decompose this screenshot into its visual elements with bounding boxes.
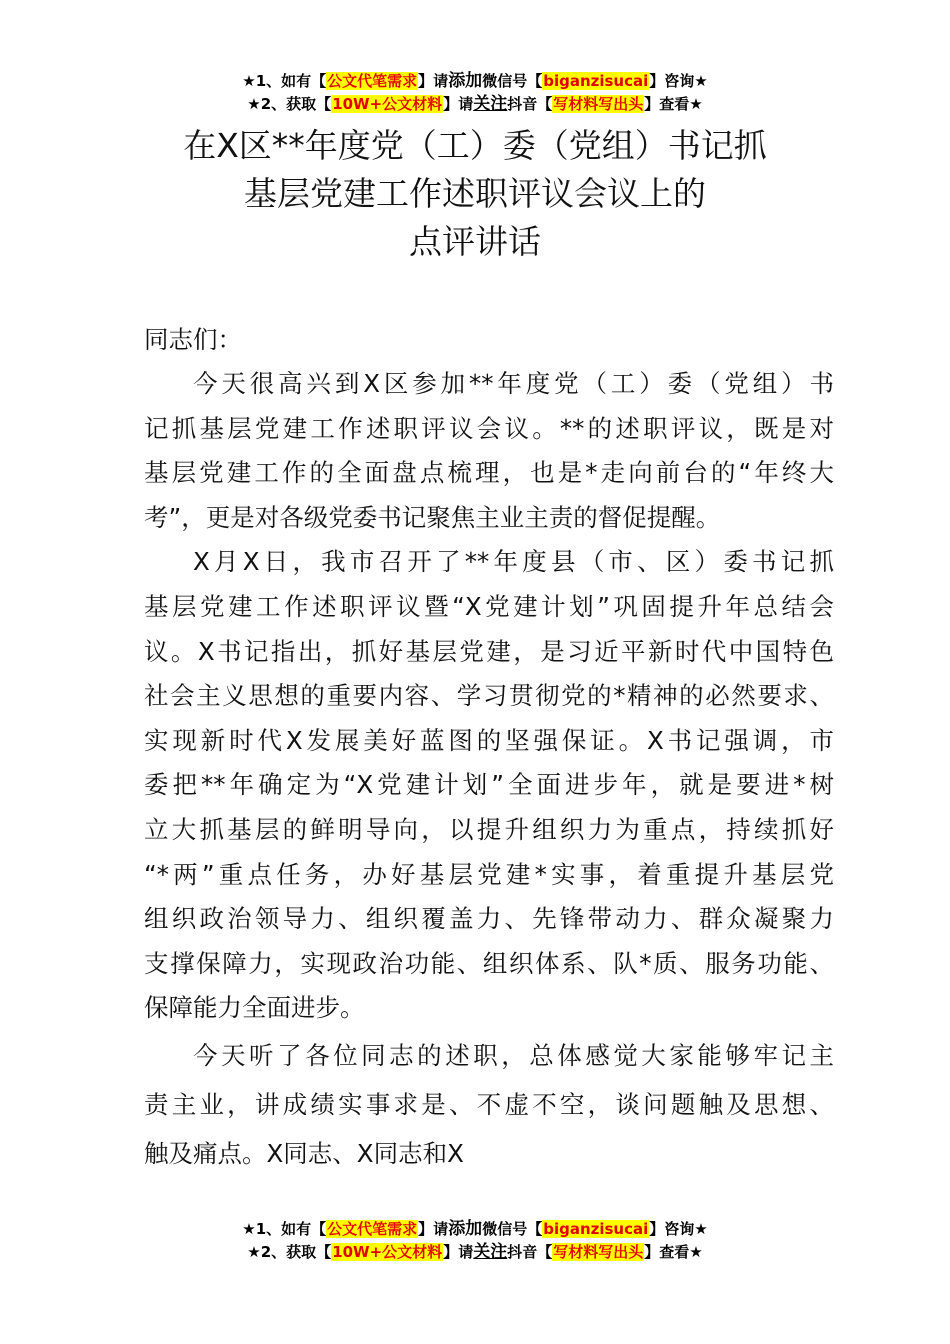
text-line: 触及痛点。X同志、X同志和X	[144, 1138, 464, 1168]
banner-highlight: biganzisucai	[543, 1220, 649, 1238]
banner-highlight: 写材料写出头	[553, 95, 644, 113]
text-line: 实现新时代X发展美好蓝图的坚强保证。X书记强调，市	[144, 725, 834, 755]
banner-line-1	[0, 70, 950, 93]
text-line: 委把**年确定为“X党建计划”全面进步年，就是要进*树	[144, 770, 834, 800]
title-line: 点评讲话	[409, 222, 541, 261]
banner-line-2	[0, 1241, 950, 1264]
text-line: 保障能力全面进步。	[144, 993, 365, 1023]
banner-text: 】查看★	[644, 95, 703, 113]
banner-text: ★1、如有【	[242, 1220, 327, 1238]
banner-text: 】查看★	[644, 1243, 703, 1261]
banner-emphasis: 关注	[473, 94, 508, 114]
banner-text: 】请	[418, 72, 449, 90]
text-line: X月X日，我市召开了**年度县（市、区）委书记抓	[193, 547, 834, 577]
text-line: 责主业，讲成绩实事求是、不虚不空，谈问题触及思想、	[144, 1089, 834, 1119]
banner-highlight: biganzisucai	[543, 72, 649, 90]
text-line: “*两”重点任务，办好基层党建*实事，着重提升基层党	[144, 859, 834, 889]
banner-highlight: 公文代笔需求	[327, 72, 418, 90]
banner-line-1	[0, 1218, 950, 1241]
banner-emphasis: 关注	[473, 1242, 508, 1262]
banner-emphasis: 添加	[448, 71, 483, 91]
banner-text: 】请	[443, 1243, 474, 1261]
text-line: 基层党建工作述职评议暨“X党建计划”巩固提升年总结会	[144, 591, 834, 621]
banner-text: 】咨询★	[649, 1220, 708, 1238]
banner-text: 抖音【	[507, 95, 553, 113]
banner-highlight: 10W+公文材料	[332, 95, 443, 113]
paragraph-2	[144, 540, 834, 1031]
banner-highlight: 10W+公文材料	[332, 1243, 443, 1261]
text-line: 社会主义思想的重要内容、学习贯彻党的*精神的必然要求、	[144, 681, 834, 711]
title-line: 基层党建工作述职评议会议上的	[244, 174, 706, 213]
banner-text: 微信号【	[482, 1220, 543, 1238]
banner-text: 】请	[443, 95, 474, 113]
banner-text: 】请	[418, 1220, 449, 1238]
text-line: 今天很高兴到X区参加**年度党（工）委（党组）书	[193, 369, 834, 398]
banner-text: ★2、获取【	[247, 95, 332, 113]
banner-text: 微信号【	[482, 72, 543, 90]
top-banner	[0, 70, 950, 116]
banner-text: ★2、获取【	[247, 1243, 332, 1261]
text-line: 支撑保障力，实现政治功能、组织体系、队*质、服务功能、	[144, 948, 834, 978]
text-line: 立大抓基层的鲜明导向，以提升组织力为重点，持续抓好	[144, 814, 834, 844]
text-line: 基层党建工作的全面盘点梳理，也是*走向前台的“年终大	[144, 458, 834, 488]
paragraph-1	[144, 362, 834, 540]
title-line: 在X区**年度党（工）委（党组）书记抓	[183, 126, 767, 165]
text-line: 今天听了各位同志的述职，总体感觉大家能够牢记主	[193, 1040, 834, 1070]
salutation: 同志们：	[144, 325, 242, 354]
bottom-banner	[0, 1218, 950, 1264]
text-line: 记抓基层党建工作述职评议会议。**的述职评议，既是对	[144, 413, 834, 443]
banner-highlight: 写材料写出头	[553, 1243, 644, 1261]
text-line: 组织政治领导力、组织覆盖力、先锋带动力、群众凝聚力	[144, 904, 834, 934]
banner-text: 抖音【	[507, 1243, 553, 1261]
paragraph-3	[144, 1031, 834, 1178]
banner-text: ★1、如有【	[242, 72, 327, 90]
banner-highlight: 公文代笔需求	[327, 1220, 418, 1238]
banner-text: 】咨询★	[649, 72, 708, 90]
document-title	[0, 122, 950, 266]
banner-emphasis: 添加	[448, 1219, 483, 1239]
text-line: 议。X书记指出，抓好基层党建，是习近平新时代中国特色	[144, 636, 834, 666]
banner-line-2	[0, 93, 950, 116]
text-line: 考”，更是对各级党委书记聚焦主业主责的督促提醒。	[144, 502, 721, 532]
document-body	[144, 318, 834, 1178]
